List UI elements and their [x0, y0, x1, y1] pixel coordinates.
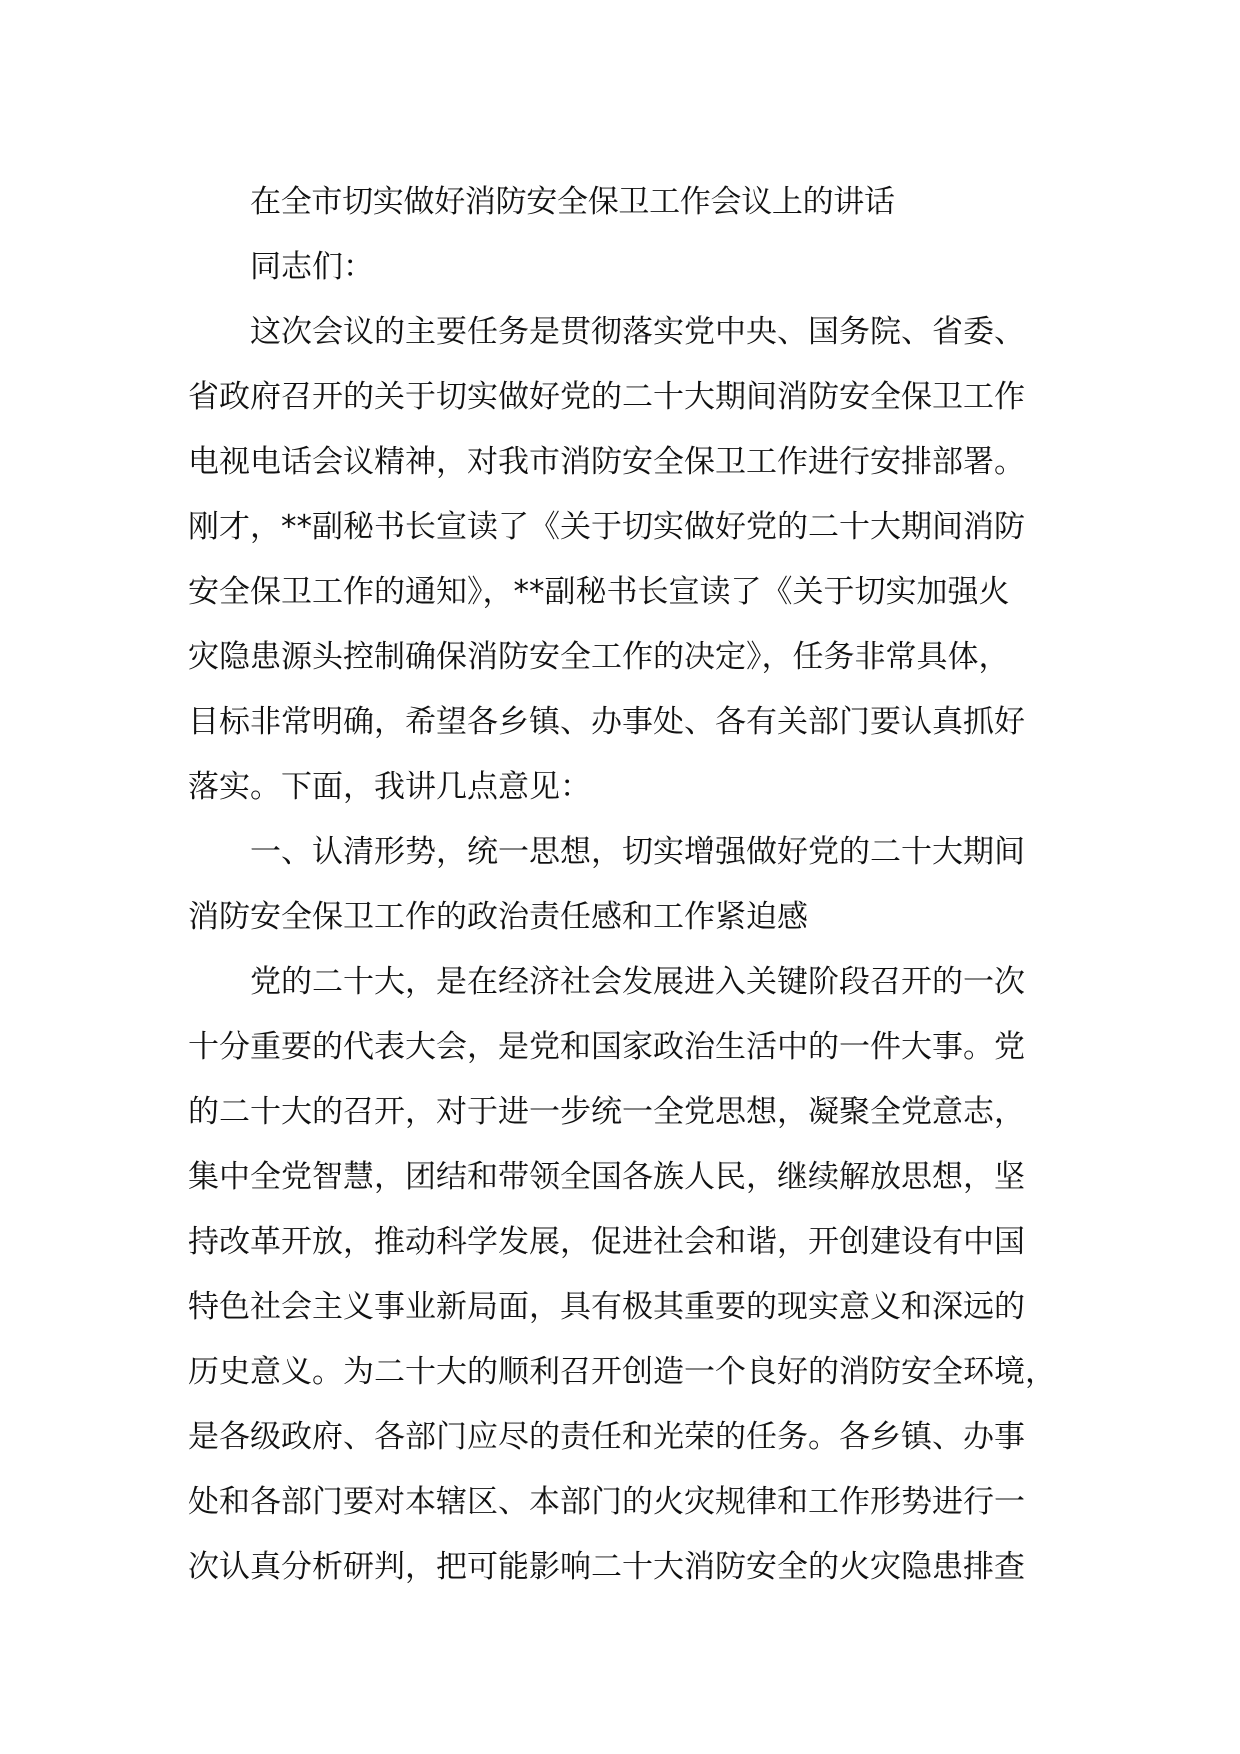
text-line: 次认真分析研判，把可能影响二十大消防安全的火灾隐患排查 [188, 1549, 1025, 1585]
text-line: 十分重要的代表大会，是党和国家政治生活中的一件大事。党 [188, 1029, 1025, 1065]
text-line: 党的二十大，是在经济社会发展进入关键阶段召开的一次 [250, 964, 1025, 1000]
text-line: 历史意义。为二十大的顺利召开创造一个良好的消防安全环境， [188, 1354, 1056, 1390]
text-line: 持改革开放，推动科学发展，促进社会和谐，开创建设有中国 [188, 1224, 1025, 1260]
salutation: 同志们： [250, 249, 374, 285]
text-line: 是各级政府、各部门应尽的责任和光荣的任务。各乡镇、办事 [188, 1419, 1025, 1455]
text-line: 省政府召开的关于切实做好党的二十大期间消防安全保卫工作 [188, 379, 1025, 415]
text-line: 特色社会主义事业新局面，具有极其重要的现实意义和深远的 [188, 1289, 1025, 1325]
section-heading: 一、认清形势，统一思想，切实增强做好党的二十大期间 [250, 834, 1025, 870]
text-line: 刚才，**副秘书长宣读了《关于切实做好党的二十大期间消防 [188, 509, 1025, 545]
section-heading: 消防安全保卫工作的政治责任感和工作紧迫感 [188, 899, 808, 935]
text-line: 目标非常明确，希望各乡镇、办事处、各有关部门要认真抓好 [188, 704, 1025, 740]
text-line: 集中全党智慧，团结和带领全国各族人民，继续解放思想，坚 [188, 1159, 1025, 1195]
document-title: 在全市切实做好消防安全保卫工作会议上的讲话 [250, 184, 895, 220]
text-line: 的二十大的召开，对于进一步统一全党思想，凝聚全党意志， [188, 1094, 1025, 1130]
document-body [188, 170, 1068, 1600]
text-line: 落实。下面，我讲几点意见： [188, 769, 591, 805]
text-line: 安全保卫工作的通知》，**副秘书长宣读了《关于切实加强火 [188, 574, 1010, 610]
text-line: 电视电话会议精神，对我市消防安全保卫工作进行安排部署。 [188, 444, 1025, 480]
text-line: 处和各部门要对本辖区、本部门的火灾规律和工作形势进行一 [188, 1484, 1025, 1520]
text-line: 灾隐患源头控制确保消防安全工作的决定》，任务非常具体， [188, 639, 1010, 675]
text-line: 这次会议的主要任务是贯彻落实党中央、国务院、省委、 [250, 314, 1025, 350]
